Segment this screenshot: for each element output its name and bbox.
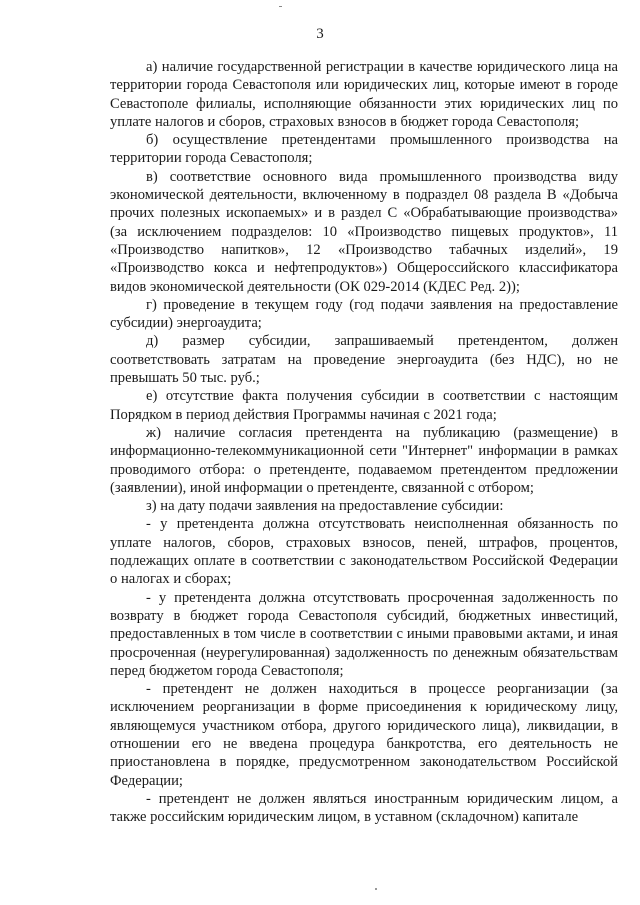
- paragraph-b: б) осуществление претендентами промышленного производства на территории города Севастополя;: [110, 132, 618, 167]
- document-body: [110, 58, 618, 826]
- paragraph-d: д) размер субсидии, запрашиваемый претендентом, должен соответствовать затратам на проведение энергоаудита (без НДС), но не превышать 50 тыс. руб.;: [110, 333, 618, 387]
- paragraph-e: е) отсутствие факта получения субсидии в соответствии с настоящим Порядком в период действия Программы начиная с 2021 года;: [110, 388, 618, 423]
- paragraph-g: г) проведение в текущем году (год подачи заявления на предоставление субсидии) энергоаудита;: [110, 296, 618, 332]
- paragraph-a: а) наличие государственной регистрации в качестве юридического лица на территории города Севастополя или юридических лиц, которые имеют в городе Севастополе филиалы, исполняющие обязанности этих юридических лиц по уплате налогов и сборов, страховых взносов в бюджет города Севастополя;: [110, 59, 618, 130]
- list-item-taxes: - у претендента должна отсутствовать неисполненная обязанность по уплате налогов, сборов, страховых взносов, пеней, штрафов, процентов, подлежащих оплате в соответствии с законодательством Российской Федерации о налогах и сборах;: [110, 516, 618, 588]
- list-item-foreign-entity: - претендент не должен являться иностранным юридическим лицом, а также российским юридическим лицом, в уставном (складочном) капитале: [110, 790, 618, 826]
- list-item-reorganization: - претендент не должен находиться в процессе реорганизации (за исключением реорганизации в форме присоединения к юридическому лицу, являющемуся участником отбора, другого юридического лица), ликвидации, в отношении его не введена процедура банкротства, его деятельность не приостановлена в порядке, предусмотренном законодательством Российской Федерации;: [110, 681, 618, 789]
- paragraph-zh: ж) наличие согласия претендента на публикацию (размещение) в информационно-телекоммуникационной сети "Интернет" информации в рамках проводимого отбора: о претенденте, подаваемом претендентом предложении (заявлении), иной информации о претенденте, связанной с отбором;: [110, 424, 618, 496]
- scan-speck: [375, 888, 377, 890]
- paragraph-z: з) на дату подачи заявления на предоставление субсидии:: [146, 498, 504, 515]
- list-item-debt: - у претендента должна отсутствовать просроченная задолженность по возврату в бюджет города Севастополя субсидий, бюджетных инвестиций, предоставленных в том числе в соответствии с иными правовыми актами, и иная просроченная (неурегулированная) задолженность по денежным обязательствам перед бюджетом города Севастополя;: [110, 589, 618, 679]
- paragraph-v: в) соответствие основного вида промышленного производства виду экономической деятельности, включенному в подраздел 08 раздела В «Добыча прочих полезных ископаемых» и в раздел С «Обрабатывающие производства» (за исключением подразделов: 10 «Производство пищевых продуктов», 11 «Производство напитков», 12 «Производство табачных изделий», 19 «Производство кокса и нефтепродуктов») Общероссийского классификатора видов экономической деятельности (ОК 029-2014 (КДЕС Ред. 2));: [110, 168, 618, 295]
- page-number: 3: [316, 26, 324, 42]
- scan-speck: [279, 6, 282, 7]
